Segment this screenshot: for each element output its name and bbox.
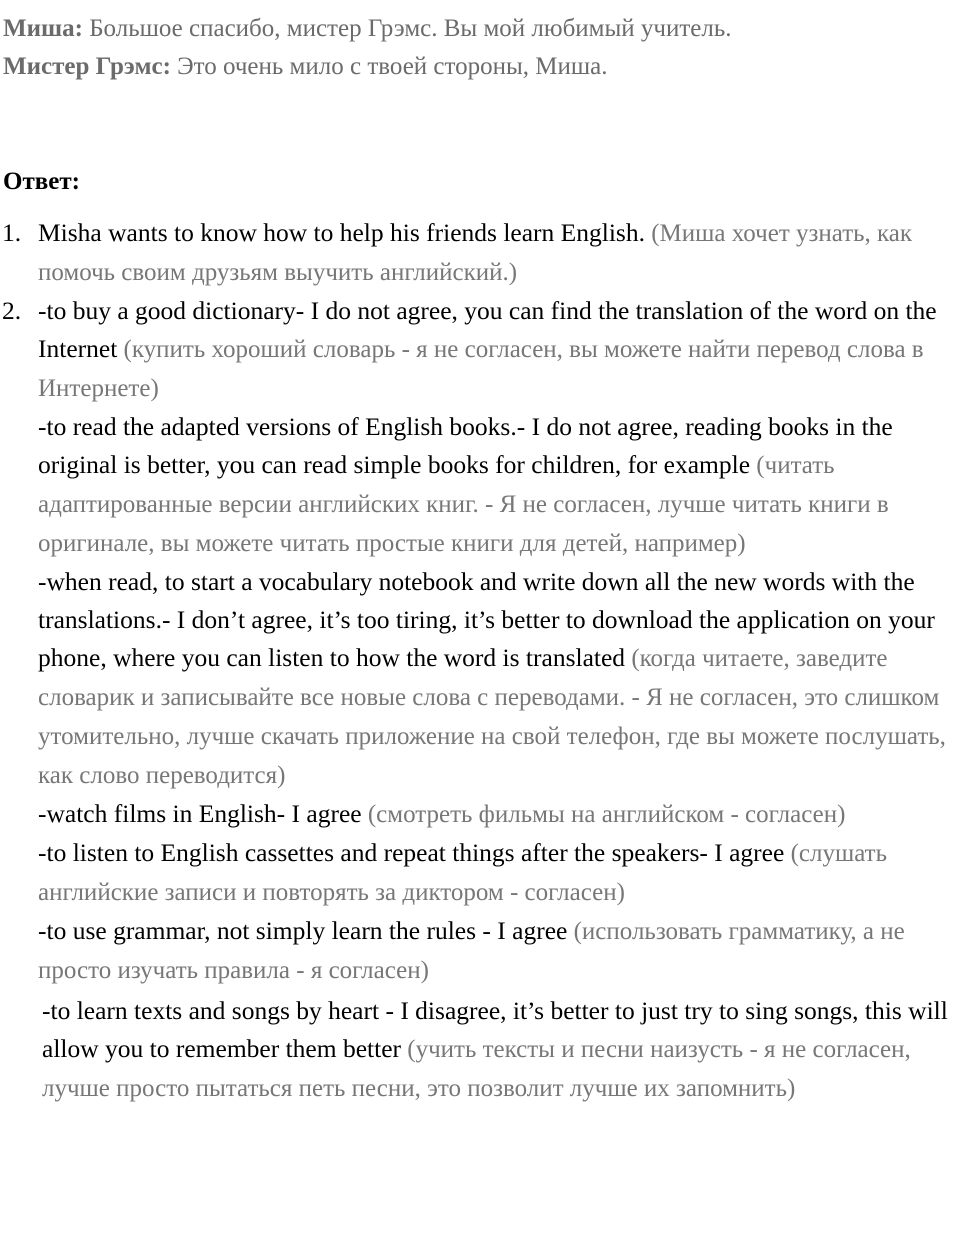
russian-translation: (купить хороший словарь - я не согласен, вы можете найти перевод слова в Интернете) [38, 336, 924, 402]
russian-translation: (смотреть фильмы на английском - согласен) [361, 801, 846, 828]
item-paragraph [38, 214, 960, 292]
list-item-2 [0, 292, 960, 1108]
russian-translation: (использовать грамматику, а не просто изучать правила - я согласен) [38, 918, 905, 984]
russian-translation: (слушать английские записи и повторять за диктором - согласен) [38, 840, 887, 906]
item-number: 1. [2, 218, 22, 247]
item-paragraph [38, 292, 960, 408]
english-text: -when read, to start a vocabulary notebook and write down all the new words with the translations.- I don’t agree, it’s too tiring, it’s better to download the application on your phone, where you can listen to how the word is translated [38, 567, 935, 672]
item-number: 2. [2, 296, 22, 325]
answer-list [0, 214, 960, 1108]
speaker-name: Миша: [3, 15, 83, 42]
english-text: -to listen to English cassettes and repeat things after the speakers- I agree [38, 838, 785, 867]
dialogue-text: Большое спасибо, мистер Грэмс. Вы мой любимый учитель. [82, 15, 732, 42]
answer-heading: Ответ: [3, 168, 80, 195]
english-text: -to use grammar, not simply learn the rules - I agree [38, 916, 568, 945]
russian-translation: (учить тексты и песни наизусть - я не согласен, лучше просто пытаться петь песни, это позволит лучше их запомнить) [42, 1036, 911, 1102]
dialogue-line-misha [3, 10, 732, 48]
speaker-name: Мистер Грэмс: [3, 53, 171, 80]
item-paragraph [38, 834, 960, 912]
item-paragraph [38, 795, 960, 834]
item-paragraph [38, 992, 960, 1108]
dialogue-text: Это очень мило с твоей стороны, Миша. [170, 53, 608, 80]
item-paragraph [38, 563, 960, 795]
english-text: Misha wants to know how to help his friends learn English. [38, 218, 645, 247]
dialogue-line-grams [3, 48, 608, 86]
item-paragraph [38, 912, 960, 990]
english-text: -to read the adapted versions of English books.- I do not agree, reading books in the original is better, you can read simple books for children, for example [38, 412, 893, 479]
list-item-1 [0, 214, 960, 292]
english-text: -to learn texts and songs by heart - I disagree, it’s better to just try to sing songs, this will allow you to remember them better [42, 996, 948, 1063]
russian-translation: (когда читаете, заведите словарик и записывайте все новые слова с переводами. - Я не согласен, это слишком утомительно, лучше скачать приложение на свой телефон, где вы можете послушать, как слово переводится) [38, 645, 946, 789]
english-text: -to buy a good dictionary- I do not agree, you can find the translation of the word on the Internet [38, 296, 937, 363]
item-paragraph [38, 408, 960, 563]
russian-translation: (читать адаптированные версии английских книг. - Я не согласен, лучше читать книги в оригинале, вы можете читать простые книги для детей, например) [38, 452, 889, 557]
russian-translation: (Миша хочет узнать, как помочь своим друзьям выучить английский.) [38, 220, 913, 286]
english-text: -watch films in English- I agree [38, 799, 362, 828]
